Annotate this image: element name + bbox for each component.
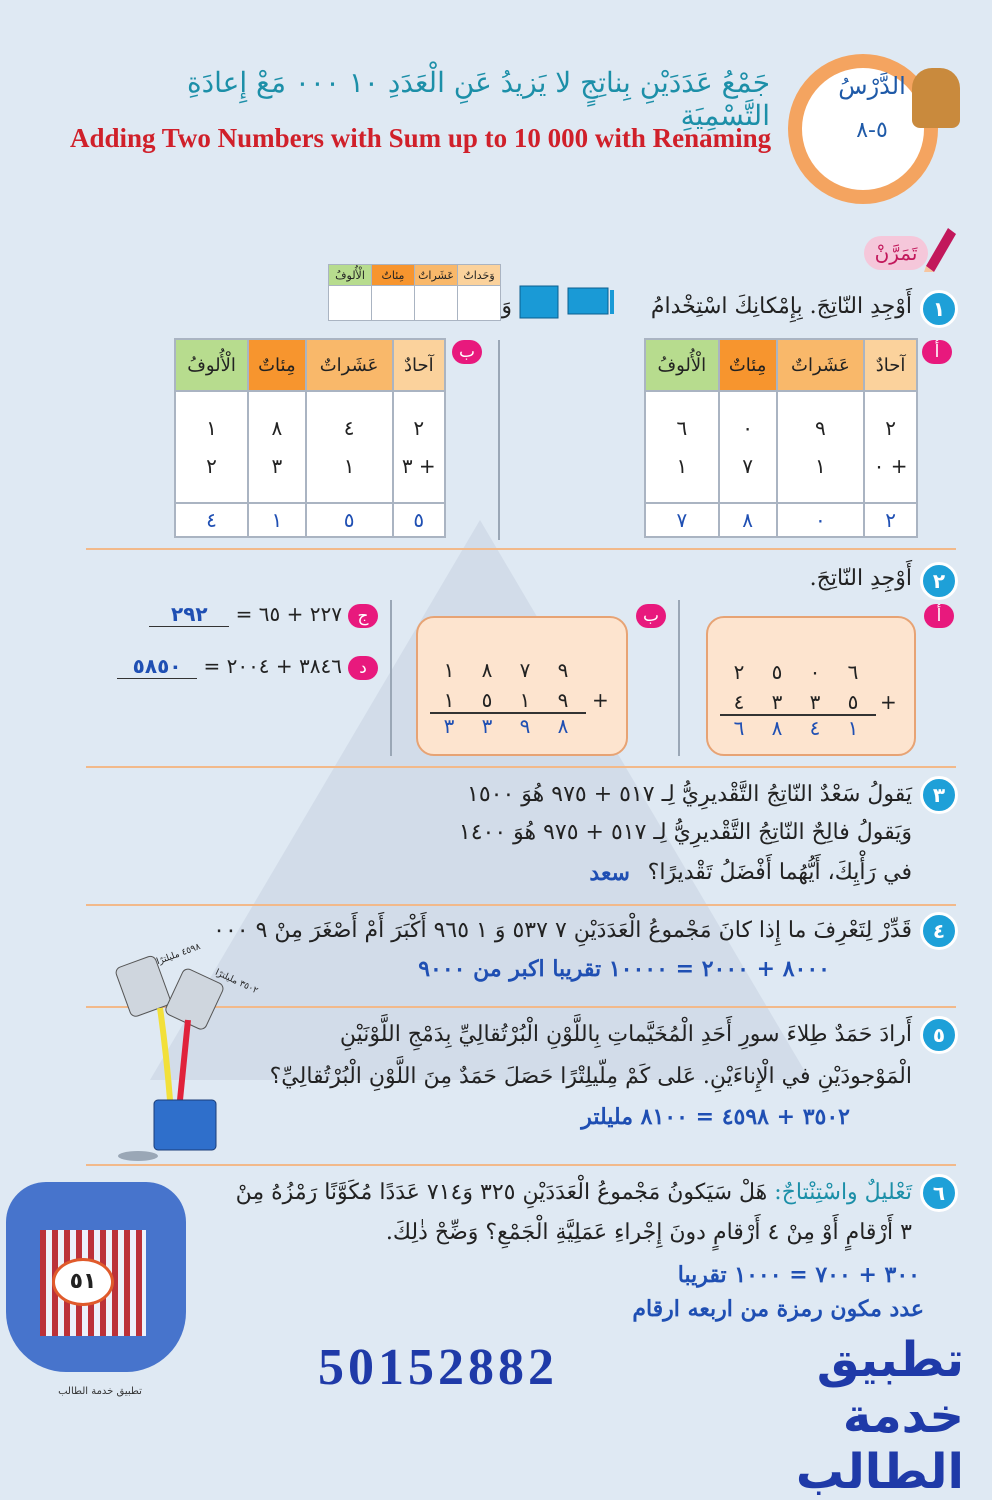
footer-brand: تطبيق خدمة الطالب	[795, 1332, 964, 1500]
separator	[86, 766, 956, 768]
footer-phone: 50152882	[318, 1339, 558, 1396]
q2-part-c-label: ج	[348, 604, 378, 628]
q2-part-c-equation	[136, 602, 342, 627]
digit: + ٠	[873, 454, 908, 478]
result-digit: ٣	[481, 714, 493, 738]
question-1-badge: ١	[920, 290, 958, 328]
divider	[678, 600, 680, 756]
title-english: Adding Two Numbers with Sum up to 10 000 with Renaming	[70, 123, 772, 153]
result-digit[interactable]: ٥	[306, 503, 393, 537]
camel-icon	[912, 68, 960, 128]
digit: ١	[206, 416, 217, 440]
question-6-line-1-text: هَلْ سَيَكونُ مَجْموعُ الْعَدَدَيْنِ ٣٢٥ وَ٧١٤ عَدَدًا مُكَوَّنًا رَمْزُهُ مِنْ	[235, 1180, 768, 1205]
result-digit: ٨	[771, 716, 783, 740]
header-tens: عَشَراتٌ	[777, 339, 865, 391]
digit: ٢	[413, 416, 425, 440]
q1-part-b-table	[174, 338, 446, 538]
digit: ٧	[742, 454, 753, 478]
separator	[86, 1164, 956, 1166]
digit: ٢	[885, 416, 896, 440]
result-digit[interactable]: ٠	[777, 503, 865, 537]
result-digit: ٦	[733, 716, 745, 740]
question-1-text: أَوْجِدِ النّاتِجَ. بِإِمْكانِكَ اسْتِخْدامُ	[650, 294, 912, 319]
result-digit[interactable]: ٤	[175, 503, 248, 537]
result-digit: ٨	[557, 714, 569, 738]
q2-part-d-equation	[80, 654, 342, 679]
question-6-badge: ٦	[920, 1174, 958, 1212]
result-digit[interactable]: ١	[248, 503, 306, 537]
mini-header-ones: وَحَداتٌ	[458, 265, 501, 286]
question-6-lead: تَعْليلٌ واسْتِنْتاجٌ:	[774, 1180, 912, 1205]
question-2-badge: ٢	[920, 562, 958, 600]
divider	[498, 340, 500, 540]
expression: ٣٨٤٦ + ٢٠٠٤ =	[203, 654, 342, 678]
answer[interactable]: ٥٨٥٠	[117, 654, 197, 679]
q2-part-a-label: أ	[924, 604, 954, 628]
digit: ٠	[809, 660, 821, 684]
question-3-line-3: في رَأْيِكَ، أَيُّهُما أَفْضَلُ تَقْديرًا؟	[647, 860, 912, 885]
question-5-badge: ٥	[920, 1016, 958, 1054]
q2-part-b-label: ب	[636, 604, 666, 628]
digit: ١	[519, 688, 531, 712]
digit: ٤	[733, 690, 745, 714]
digit: + ٣	[401, 454, 436, 478]
q1-part-a-table	[644, 338, 918, 538]
mini-place-value-table	[328, 264, 501, 321]
header-hundreds: مِئاتٌ	[719, 339, 777, 391]
practice-label: تَمَرَّنْ	[864, 236, 928, 270]
title-arabic: جَمْعُ عَدَدَيْنِ بِناتِجٍ لا يَزيدُ عَنِ الْعَدَدِ ١٠ ٠٠٠ مَعْ إِعادَةِ التَّسْمِيَةِ	[187, 66, 770, 132]
question-6-line-2: ٣ أَرْقامٍ أَوْ مِنْ ٤ أَرْقامٍ دونَ إِجْراءِ عَمَلِيَّةِ الْجَمْعِ؟ وَضِّحْ ذٰلِكَ.	[385, 1220, 912, 1245]
digit: ٩	[814, 416, 826, 440]
question-5-answer[interactable]: ٣٥٠٢ + ٤٥٩٨ = ٨١٠٠ مليلتر	[581, 1104, 850, 1130]
question-4-answer[interactable]: ٨٠٠٠ + ٢٠٠٠ = ١٠٠٠٠ تقريبا اكبر من ٩٠٠٠	[418, 956, 830, 982]
result-digit[interactable]: ٥	[393, 503, 445, 537]
plus-sign: +	[592, 688, 609, 712]
question-3-badge: ٣	[920, 776, 958, 814]
question-1-and: وَ	[501, 294, 512, 319]
digit: ٣	[771, 690, 783, 714]
digit: ٨	[481, 658, 493, 682]
mini-header-tens: عَشَراتٌ	[415, 265, 458, 286]
digit: ٥	[771, 660, 783, 684]
question-3-answer[interactable]: سعد	[589, 860, 630, 886]
question-5-line-1: أَرادَ حَمَدٌ طِلاءَ سورِ أَحَدِ الْمُخَيَّماتِ بِاللَّوْنِ الْبُرْتُقالِيِّ بِدَمْجِ اللَّوْنَيْنِ	[339, 1022, 912, 1047]
digit: ٦	[847, 660, 859, 684]
page-number: ٥١	[52, 1258, 114, 1306]
lesson-word: الدَّرْسُ	[838, 72, 906, 100]
digit: ٢	[733, 660, 745, 684]
header-ones: آحادٌ	[864, 339, 917, 391]
pencil-icon	[918, 222, 958, 272]
divider	[390, 600, 392, 756]
base-ten-blocks-icon	[514, 282, 614, 322]
q2-a-result[interactable]	[720, 716, 872, 740]
can-1-label: ٤٥٩٨ مليلترًا	[155, 942, 202, 968]
q2-a-row1	[720, 660, 872, 684]
digit: ٥	[481, 688, 493, 712]
result-digit[interactable]: ٧	[645, 503, 719, 537]
answer[interactable]: ٢٩٢	[149, 602, 229, 627]
question-4-text: قَدِّرْ لِتَعْرِفَ ما إِذا كانَ مَجْموعُ الْعَدَدَيْنِ ٧ ٥٣٧ وَ ١ ٩٦٥ أَكْبَرَ أَمْ أَصْغَرَ مِنْ ٩ ٠٠٠	[213, 918, 912, 943]
header-thousands: الْأُلوفُ	[645, 339, 719, 391]
result-digit[interactable]: ٨	[719, 503, 777, 537]
lesson-number: ٥-٨	[856, 118, 888, 143]
result-digit: ١	[847, 716, 859, 740]
mini-header-thousands: الْأُلوفُ	[329, 265, 372, 286]
expression: ٢٢٧ + ٦٥ =	[235, 602, 342, 626]
digit: ١	[676, 454, 688, 478]
result-digit: ٣	[443, 714, 455, 738]
question-5-line-2: الْمَوْجودَيْنِ في الْإِناءَيْنِ. عَلى كَمْ مِلّيلِتْرًا حَصَلَ حَمَدٌ مِنَ اللَّوْنِ الْبُرْتُقالِيِّ؟	[269, 1064, 912, 1089]
question-3-line-2: وَيَقولُ فالِحٌ النّاتِجُ التَّقْديرِيُّ لِـ ٥١٧ + ٩٧٥ هُوَ ١٤٠٠	[458, 820, 912, 845]
question-4-badge: ٤	[920, 912, 958, 950]
digit: ٣	[809, 690, 821, 714]
digit: ٣	[271, 454, 283, 478]
header-thousands: الْأُلوفُ	[175, 339, 248, 391]
digit: ٨	[271, 416, 283, 440]
plus-sign: +	[880, 690, 897, 714]
brand-small: تطبيق خدمة الطالب	[58, 1386, 142, 1397]
digit: ٠	[742, 416, 753, 440]
q2-b-result[interactable]	[430, 714, 582, 738]
question-6-answer-2[interactable]: عدد مكون رمزة من اربعه ارقام	[632, 1296, 924, 1322]
q2-part-d-label: د	[348, 656, 378, 680]
digit: ١	[814, 454, 826, 478]
header-tens: عَشَراتٌ	[306, 339, 393, 391]
digit: ٢	[206, 454, 217, 478]
question-2-text: أَوْجِدِ النّاتِجَ.	[809, 566, 912, 591]
digit: ٤	[343, 416, 355, 440]
digit: ٧	[519, 658, 531, 682]
paint-cans-illustration	[114, 950, 224, 1165]
result-digit[interactable]: ٢	[864, 503, 917, 537]
digit: ١	[343, 454, 355, 478]
digit: ١	[443, 658, 455, 682]
digit: ٥	[847, 690, 859, 714]
result-digit: ٤	[809, 716, 821, 740]
header-ones: آحادٌ	[393, 339, 445, 391]
digit: ١	[443, 688, 455, 712]
can-2-label: ٣٥٠٢ مليلترًا	[213, 967, 260, 997]
q2-b-row2	[430, 688, 582, 712]
separator	[86, 548, 956, 550]
digit: ٩	[557, 688, 569, 712]
mini-header-hundreds: مِئاتٌ	[372, 265, 415, 286]
result-digit: ٩	[519, 714, 531, 738]
q2-b-row1	[430, 658, 582, 682]
separator	[86, 904, 956, 906]
digit: ٩	[557, 658, 569, 682]
digit: ٦	[676, 416, 688, 440]
q2-a-row2	[720, 690, 872, 714]
question-6-line-1	[210, 1180, 912, 1205]
question-3-line-1: يَقولُ سَعْدٌ النّاتِجُ التَّقْديرِيُّ لِـ ٥١٧ + ٩٧٥ هُوَ ١٥٠٠	[467, 782, 912, 807]
q1-part-b-label: ب	[452, 340, 482, 364]
question-6-answer-1[interactable]: ٣٠٠ + ٧٠٠ = ١٠٠٠ تقريبا	[677, 1262, 920, 1288]
watermark	[200, 160, 840, 360]
header-hundreds: مِئاتٌ	[248, 339, 306, 391]
q1-part-a-label: أ	[922, 340, 952, 364]
